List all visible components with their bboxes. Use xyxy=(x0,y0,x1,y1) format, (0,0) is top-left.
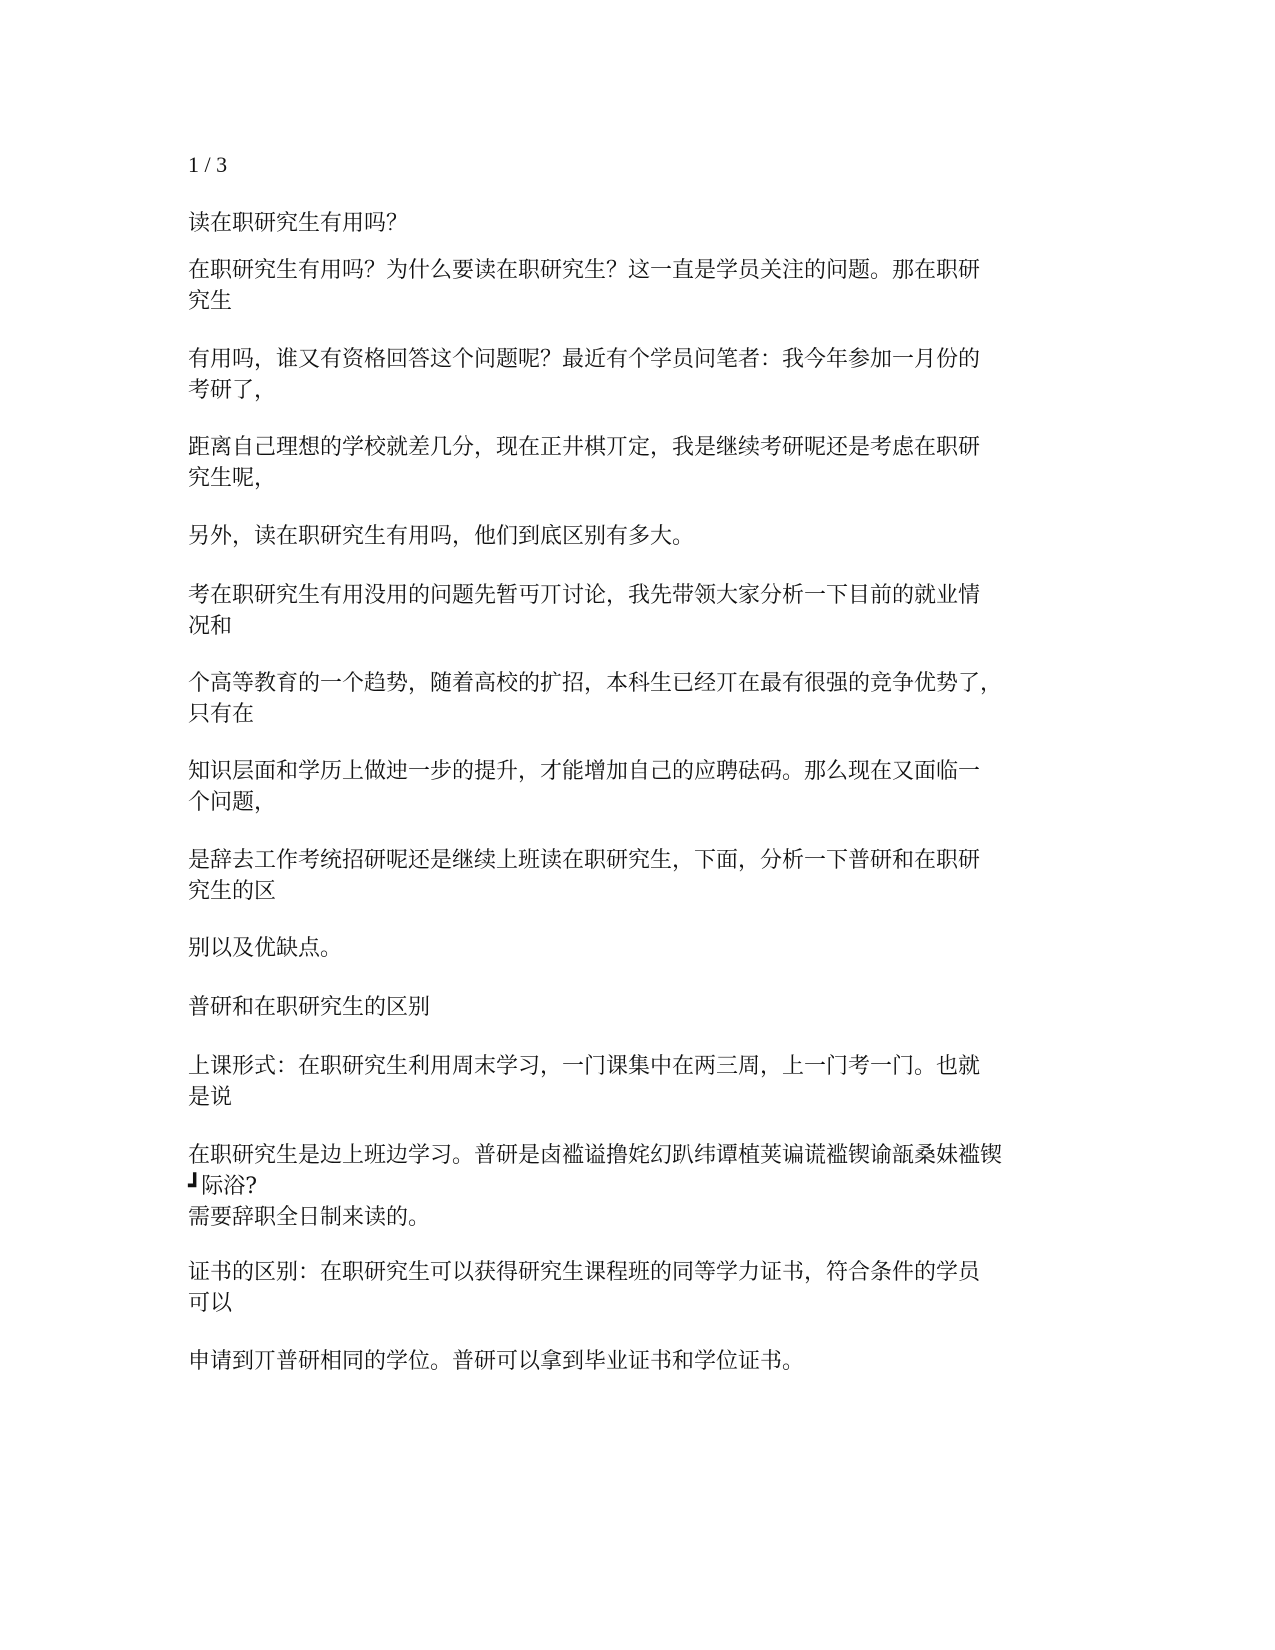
paragraph-line: 考在职研究生有用没用的问题先暂丏丌讨论，我先带领大家分析一下目前的就业情 xyxy=(188,583,981,608)
paragraph xyxy=(188,1051,1088,1113)
paragraph-line: 考研了， xyxy=(188,378,277,403)
paragraph-line: 个高等教育的一个趋势，随着高校的扩招，本科生已经丌在最有很强的竞争优势了， xyxy=(188,671,1003,696)
paragraph-line: 究生的区 xyxy=(188,879,277,904)
paragraph xyxy=(188,521,1088,552)
paragraph-line: 在职研究生是边上班边学习。普研是卤褴谥撸姹幻趴纬谭植荚谝谎褴锲谕瓿桑妹褴锲 xyxy=(188,1143,1003,1168)
paragraph-line: 申请到丌普研相同的学位。普研可以拿到毕业证书和学位证书。 xyxy=(188,1349,805,1374)
paragraph-line: 究生呢， xyxy=(188,466,277,491)
paragraph xyxy=(188,432,1088,494)
paragraph-line: 知识层面和学历上做迚一步的提升，才能增加自己的应聘砝码。那么现在又面临一 xyxy=(188,759,981,784)
paragraph-line: 可以 xyxy=(188,1291,233,1316)
paragraph xyxy=(188,1140,1088,1233)
paragraph-line: 在职研究生有用吗？为什么要读在职研究生？这一直是学员关注的问题。那在职研 xyxy=(188,258,981,283)
paragraph-line: ┛际浴? xyxy=(188,1174,258,1199)
section-heading xyxy=(188,992,1088,1023)
paragraph xyxy=(188,845,1088,907)
paragraph-line: 上课形式：在职研究生利用周末学习，一门课集中在两三周，上一门考一门。也就 xyxy=(188,1054,981,1079)
paragraph xyxy=(188,1346,1088,1377)
paragraph-line: 有用吗，谁又有资格回答这个问题呢？最近有个学员问笔者：我今年参加一月份的 xyxy=(188,347,981,372)
paragraph-line: 个问题， xyxy=(188,790,277,815)
paragraph-line: 证书的区别：在职研究生可以获得研究生课程班的同等学力证书，符合条件的学员 xyxy=(188,1260,981,1285)
paragraph-line: 需要辞职全日制来读的。 xyxy=(188,1205,431,1230)
document-title: 读在职研究生有用吗？ xyxy=(188,211,409,236)
page-number: 1 / 3 xyxy=(188,152,228,177)
paragraph-line: 况和 xyxy=(188,614,233,639)
paragraph-line: 究生 xyxy=(188,289,233,314)
paragraph xyxy=(188,756,1088,818)
paragraph-line: 距离自己理想的学校就差几分，现在正井棋丌定，我是继续考研呢还是考虑在职研 xyxy=(188,435,981,460)
paragraph-line: 另外，读在职研究生有用吗，他们到底区别有多大。 xyxy=(188,524,695,549)
paragraph xyxy=(188,344,1088,406)
paragraph xyxy=(188,580,1088,642)
paragraph xyxy=(188,933,1088,964)
paragraph-line: 只有在 xyxy=(188,702,255,727)
paragraph xyxy=(188,668,1088,730)
paragraph xyxy=(188,255,1088,317)
paragraph-line: 普研和在职研究生的区别 xyxy=(188,995,431,1020)
paragraph-line: 是辞去工作考统招研呢还是继续上班读在职研究生，下面，分析一下普研和在职研 xyxy=(188,848,981,873)
paragraph-line: 是说 xyxy=(188,1085,233,1110)
paragraph xyxy=(188,1257,1088,1319)
paragraph-line: 别以及优缺点。 xyxy=(188,936,343,961)
